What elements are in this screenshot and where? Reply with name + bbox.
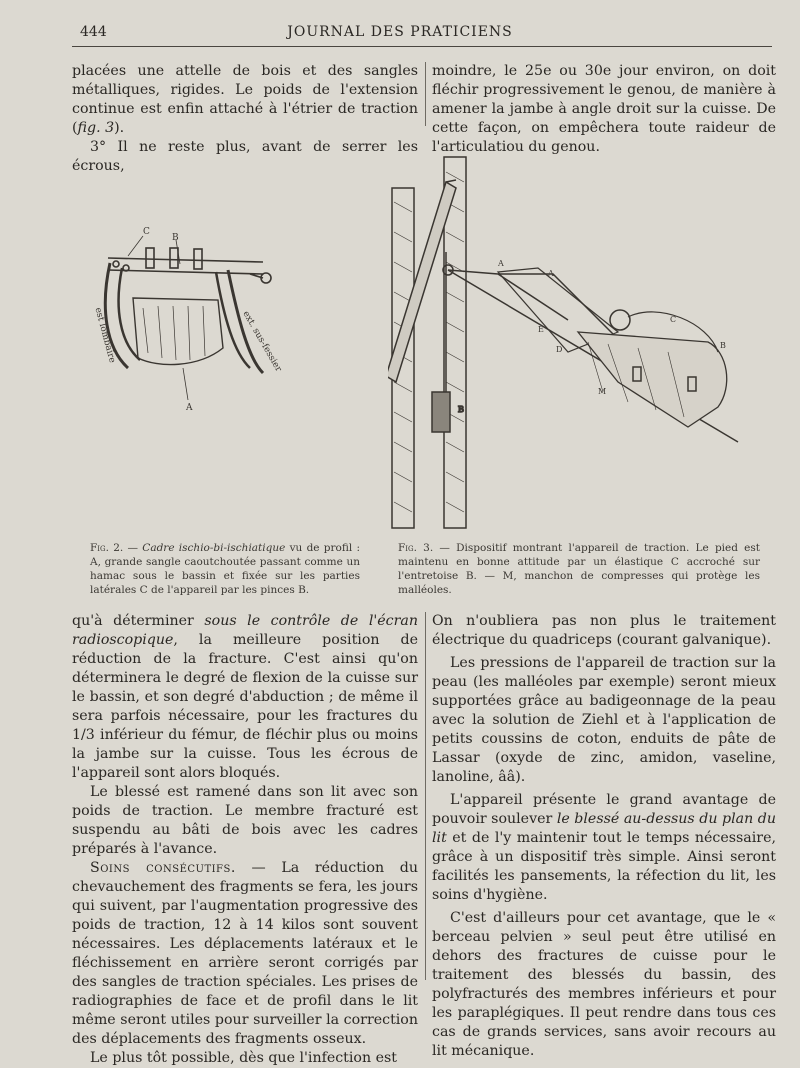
figure-weight-label: B: [458, 405, 464, 414]
figure-label-a1: A: [498, 259, 504, 268]
section-heading: Soins consécutifs.: [90, 860, 236, 876]
figure-note-right: ext. sus-fessier: [240, 309, 284, 374]
figure-2-illustration: [88, 218, 288, 418]
column-rule: [425, 612, 426, 980]
paragraph: moindre, le 25e ou 30e jour environ, on doit fléchir progressivement le genou, de manière à amener la jambe à angle droit sur la cuisse. De cette façon, on empêchera toute raideur de l'articulatiou du genou.: [432, 63, 776, 155]
paragraph: Les pressions de l'appareil de traction sur la peau (les malléoles par exemple) seront mieux supportées grâce au badigeonnage de la peau avec la solution de Ziehl et à l'application de petits coussins de coton, enduits de pâte de Lassar (oxyde de zinc, amidon, vaseline, lanoline, ââ).: [432, 655, 776, 785]
header-rule: [72, 46, 772, 47]
paragraph: On n'oubliera pas non plus le traitement électrique du quadriceps (courant galvanique).: [432, 613, 776, 648]
paragraph: Le plus tôt possible, dès que l'infection est: [90, 1050, 397, 1066]
figure-reference: fig. 3: [77, 120, 115, 136]
figure-label-c: C: [670, 315, 677, 324]
figure-label-a2: A: [548, 269, 554, 278]
figure-label-a: A: [186, 403, 193, 413]
paragraph: qu'à déterminer sous le contrôle de l'écran radioscopique, la meilleure position de réduction de la fracture. C'est ainsi qu'on déterminera le degré de flexion de la cuisse sur le bassin, et son degré d'abduction ; de même il sera parfois nécessaire, pour les fractures du 1/3 inférieur du fémur, de fléchir plus ou moins la jambe sur la cuisse. Tous les écrous de l'appareil sont alors bloqués.: [72, 613, 419, 781]
paragraph: 3° Il ne reste plus, avant de serrer les écrous,: [72, 139, 418, 174]
bottom-left-column: [72, 612, 418, 1068]
running-head: JOURNAL DES PRATICIENS: [287, 24, 513, 40]
paragraph: L'appareil présente le grand avantage de pouvoir soulever le blessé au-dessus du plan du lit et de l'y maintenir tout le temps nécessaire, grâce à un dispositif très simple. Ainsi seront facilités les pansements, la réfection du lit, les soins d'hygiène.: [432, 792, 776, 903]
paragraph: Soins consécutifs. — La réduction du chevauchement des fragments se fera, les jours qui suivent, par l'augmentation progressive des poids de traction, 12 à 14 kilos sont souvent nécessaires. Les déplacements latéraux et le fléchissement en arrière seront corrigés par des sangles de traction spéciales. Les prises de radiographies de face et de profil dans le lit même seront utiles pour surveiller la correction des déplacements des fragments osseux.: [72, 860, 418, 1047]
figure-label-b: B: [720, 341, 726, 350]
figure-label-c: C: [143, 227, 150, 237]
paragraph: C'est d'ailleurs pour cet avantage, que le « berceau pelvien » seul peut être utilisé en dehors des fractures de cuisse pour le traitement des blessés du bassin, des polyfracturés des membres inférieurs et pour les paraplégiques. Il peut rendre dans tous ces cas de grands services, sans avoir recours au lit mécanique.: [432, 910, 776, 1059]
figure-label-b: B: [172, 233, 179, 243]
bottom-right-column: [432, 612, 776, 1061]
paragraph: placées une attelle de bois et des sangles métalliques, rigides. Le poids de l'extension continue est enfin attaché à l'étrier de traction (fig. 3).: [72, 63, 418, 136]
column-rule: [425, 62, 426, 126]
figure-label-m: M: [598, 387, 607, 396]
figure-2-caption: Fig. 2. — Cadre ischio-bi-ischiatique vu de profil : A, grande sangle caoutchoutée passant comme un hamac sous le bassin et fixée sur les parties latérales C de l'appareil par les pinces B.: [90, 542, 360, 596]
page-number: 444: [80, 24, 107, 40]
figure-note-left: est lombaire: [92, 306, 117, 365]
figure-label-d: D: [556, 345, 563, 354]
paragraph: Le blessé est ramené dans son lit avec son poids de traction. Le membre fracturé est suspendu au bâti de bois avec les cadres préparés à l'avance.: [72, 784, 418, 857]
figure-3-caption: Fig. 3. — Dispositif montrant l'appareil de traction. Le pied est maintenu en bonne attitude par un élastique C accroché sur l'entretoise B. — M, manchon de compresses qui protège les malléoles.: [398, 542, 760, 596]
top-left-column: [72, 62, 418, 176]
figure-3-illustration: [388, 152, 772, 532]
top-right-column: [432, 62, 776, 157]
figure-label-e: E: [538, 325, 544, 334]
